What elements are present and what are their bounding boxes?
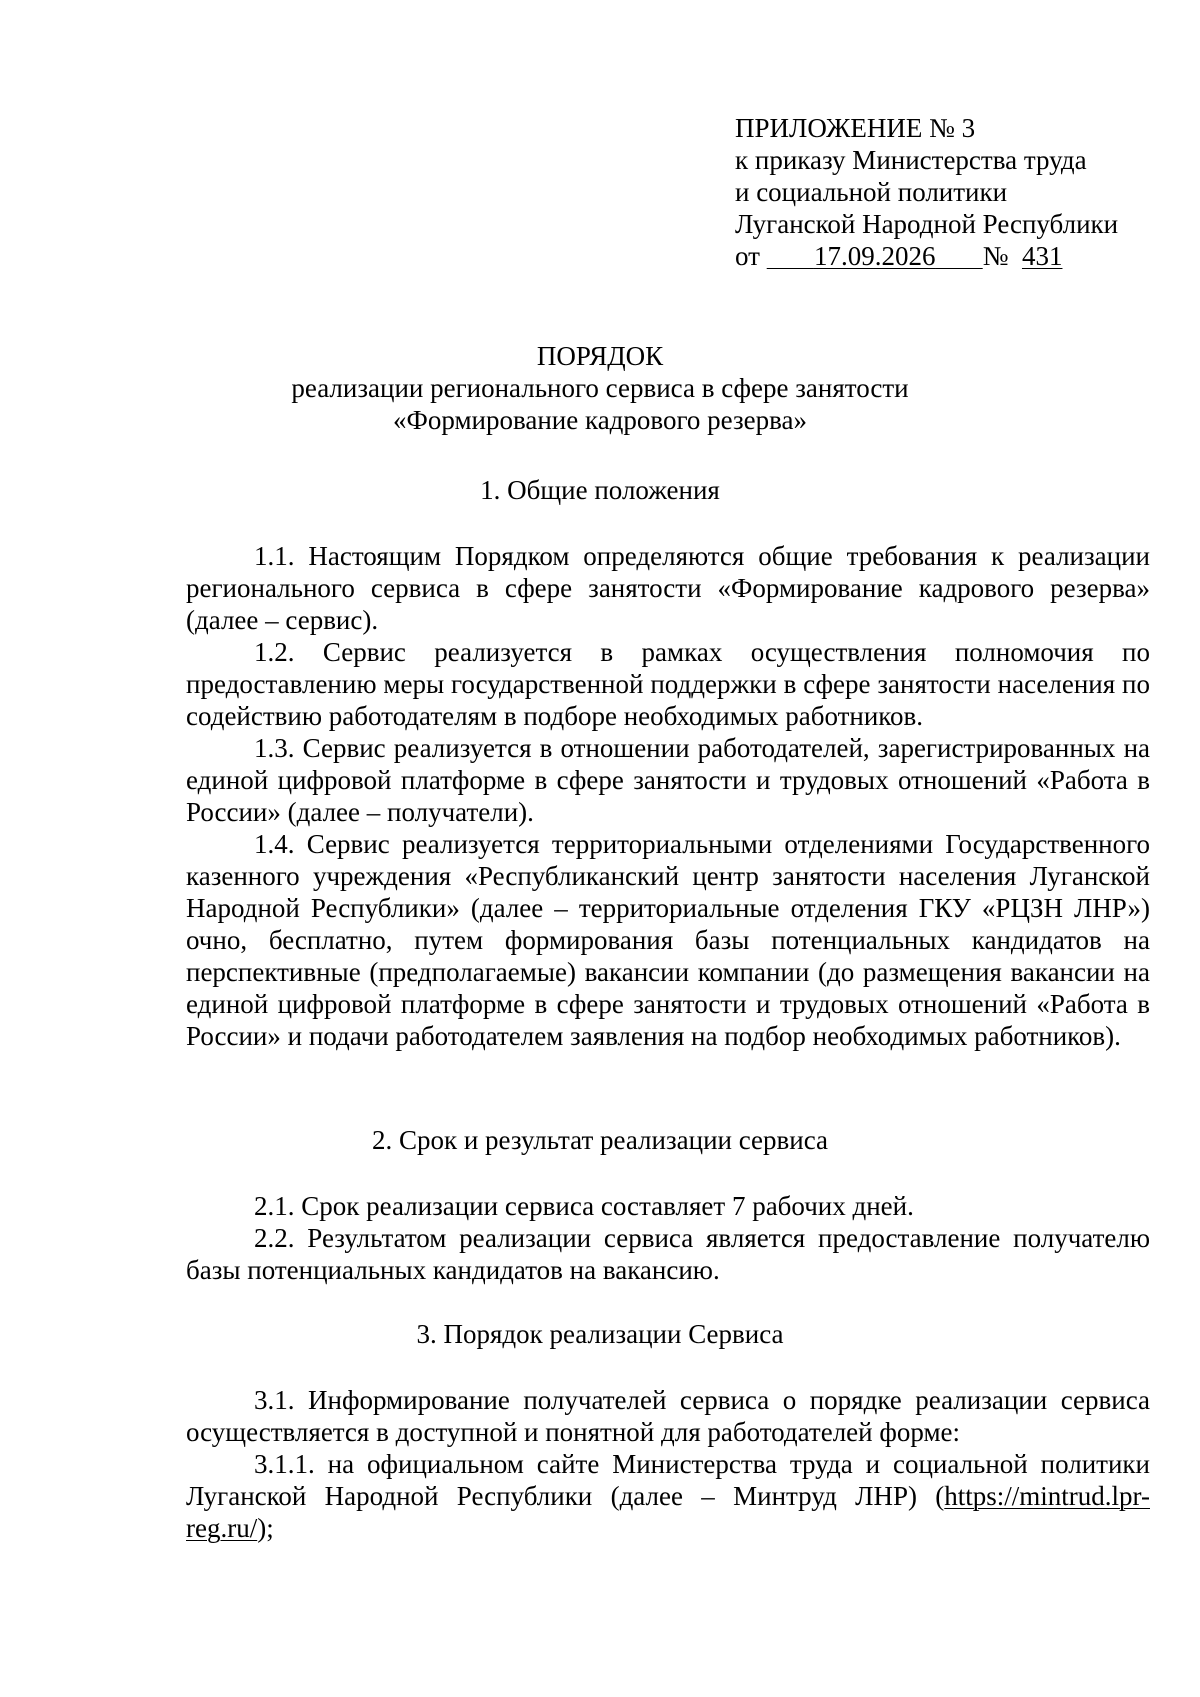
paragraph: 1.3. Сервис реализуется в отношении работодателей, зарегистрированных на единой цифровой платформе в сфере занятости и трудовых отношений «Работа в России» (далее – получатели). <box>186 733 1150 827</box>
paragraph: 2.2. Результатом реализации сервиса является предоставление получателю базы потенциальных кандидатов на вакансию. <box>186 1223 1150 1285</box>
paragraph: 1.1. Настоящим Порядком определяются общие требования к реализации регионального сервиса в сфере занятости «Формирование кадрового резерва» (далее – сервис). <box>186 541 1150 635</box>
section-heading: 2. Срок и результат реализации сервиса <box>371 1125 829 1155</box>
section-heading: 1. Общие положения <box>480 475 720 505</box>
appendix-line: Луганской Народной Республики <box>735 209 1119 239</box>
appendix-line: и социальной политики <box>735 177 1008 207</box>
appendix-line: к приказу Министерства труда <box>735 145 1087 175</box>
paragraph: 1.4. Сервис реализуется территориальными отделениями Государственного казенного учреждения «Республиканский центр занятости населения Луганской Народной Республики» (далее – территориальные отделения ГКУ «РЦЗН ЛНР») очно, бесплатно, путем формирования базы потенциальных кандидатов на перспективные (предполагаемые) вакансии компании (до размещения вакансии на единой цифровой платформе в сфере занятости и трудовых отношений «Работа в России» и подачи работодателем заявления на подбор необходимых работников). <box>186 829 1150 1051</box>
order-number: 431 <box>1021 241 1063 271</box>
section-heading: 3. Порядок реализации Сервиса <box>416 1319 784 1349</box>
appendix-header <box>735 112 1118 272</box>
paragraph: 3.1. Информирование получателей сервиса о порядке реализации сервиса осуществляется в доступной и понятной для работодателей форме: <box>186 1385 1150 1447</box>
document-title: ПОРЯДОК <box>536 341 664 371</box>
section-body <box>186 1190 1150 1286</box>
document-subtitle: «Формирование кадрового резерва» <box>393 405 807 435</box>
paragraph: 2.1. Срок реализации сервиса составляет 7 рабочих дней. <box>254 1191 914 1221</box>
order-date-value: 17.09.2026 <box>813 241 936 271</box>
ministry-website-link[interactable]: https://mintrud.lpr-reg.ru/ <box>186 1481 1150 1543</box>
document-subtitle: реализации регионального сервиса в сфере занятости <box>291 373 909 403</box>
number-label: № <box>982 241 1009 271</box>
appendix-date-line <box>735 240 1118 272</box>
document-title-block <box>0 340 1200 436</box>
from-label: от <box>735 241 760 271</box>
appendix-title: ПРИЛОЖЕНИЕ № 3 <box>735 113 976 143</box>
paragraph-text: 3.1.1. на официальном сайте Министерства труда и социальной политики Луганской Народной Республики (далее – Минтруд ЛНР) ( <box>186 1449 1150 1511</box>
order-date <box>767 241 983 271</box>
paragraph-text: ); <box>257 1513 274 1543</box>
paragraph <box>186 1448 1150 1544</box>
paragraph: 1.2. Сервис реализуется в рамках осуществления полномочия по предоставлению меры государственной поддержки в сфере занятости населения по содействию работодателям в подборе необходимых работников. <box>186 637 1150 731</box>
section-body <box>186 540 1150 1052</box>
section-body <box>186 1384 1150 1544</box>
